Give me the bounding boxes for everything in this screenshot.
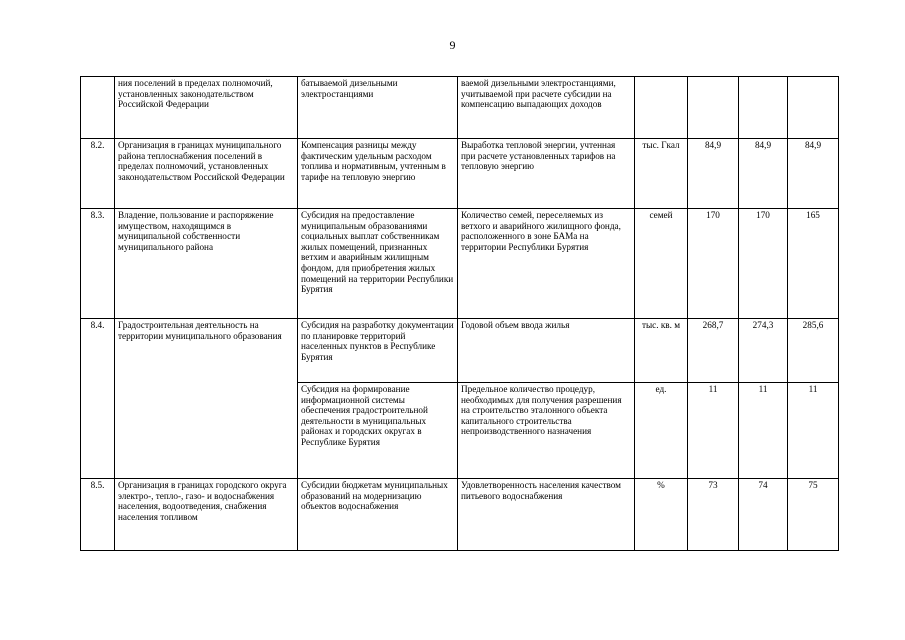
authority-cell: Градостроительная деятельность на территории муниципального образования <box>115 319 298 479</box>
table-row <box>81 139 839 209</box>
measure-cell: Компенсация разницы между фактическим удельным расходом топлива и нормативным, учтенным в тарифе на тепловую энергию <box>298 139 458 209</box>
value-cell: 74 <box>739 479 788 551</box>
value-cell <box>739 77 788 139</box>
page-number: 9 <box>449 38 456 52</box>
indicator-cell: Удовлетворенность населения качеством питьевого водоснабжения <box>458 479 635 551</box>
table-row <box>81 319 839 383</box>
value-cell: 165 <box>788 209 839 319</box>
measure-cell: Субсидия на разработку документации по планировке территорий населенных пунктов в Республике Бурятия <box>298 319 458 383</box>
value-cell: 274,3 <box>739 319 788 383</box>
measure-cell: батываемой дизельными электростанциями <box>298 77 458 139</box>
value-cell: 84,9 <box>688 139 739 209</box>
indicator-cell: Количество семей, переселяемых из ветхого и аварийного жилищного фонда, расположенного в зоне БАМа на территории Республики Бурятия <box>458 209 635 319</box>
value-cell <box>788 77 839 139</box>
unit-cell <box>635 77 688 139</box>
indicator-cell: Выработка тепловой энергии, учтенная при расчете установленных тарифов на тепловую энергию <box>458 139 635 209</box>
table-row <box>81 77 839 139</box>
value-cell: 170 <box>739 209 788 319</box>
value-cell <box>688 77 739 139</box>
value-cell: 170 <box>688 209 739 319</box>
table-row <box>81 479 839 551</box>
value-cell: 285,6 <box>788 319 839 383</box>
unit-cell: % <box>635 479 688 551</box>
subsidy-table <box>80 76 839 551</box>
value-cell: 84,9 <box>739 139 788 209</box>
authority-cell: ния поселений в пределах полномочий, установленных законодательством Российской Федерации <box>115 77 298 139</box>
row-number: 8.2. <box>81 139 115 209</box>
indicator-cell: Годовой объем ввода жилья <box>458 319 635 383</box>
measure-cell: Субсидия на предоставление муниципальным образованиями социальных выплат собственникам жилых помещений, признанных ветхим и аварийным жилищным фондом, для приобретения жилых помещений на территории Республики Бурятия <box>298 209 458 319</box>
authority-cell: Организация в границах муниципального района теплоснабжения поселений в пределах полномочий, установленных законодательством Российской Федерации <box>115 139 298 209</box>
row-number: 8.4. <box>81 319 115 479</box>
indicator-cell: ваемой дизельными электростанциями, учитываемой при расчете субсидии на компенсацию выпадающих доходов <box>458 77 635 139</box>
row-number: 8.5. <box>81 479 115 551</box>
value-cell: 11 <box>688 383 739 479</box>
unit-cell: семей <box>635 209 688 319</box>
value-cell: 84,9 <box>788 139 839 209</box>
value-cell: 73 <box>688 479 739 551</box>
row-number <box>81 77 115 139</box>
table-row <box>81 209 839 319</box>
unit-cell: тыс. Гкал <box>635 139 688 209</box>
unit-cell: ед. <box>635 383 688 479</box>
value-cell: 11 <box>788 383 839 479</box>
indicator-cell: Предельное количество процедур, необходимых для получения разрешения на строительство эталонного объекта капитального строительства непроизводственного назначения <box>458 383 635 479</box>
measure-cell: Субсидии бюджетам муниципальных образований на модернизацию объектов водоснабжения <box>298 479 458 551</box>
authority-cell: Владение, пользование и распоряжение имуществом, находящимся в муниципальной собственности муниципального района <box>115 209 298 319</box>
unit-cell: тыс. кв. м <box>635 319 688 383</box>
measure-cell: Субсидия на формирование информационной системы обеспечения градостроительной деятельности в муниципальных районах и городских округах в Республике Бурятия <box>298 383 458 479</box>
value-cell: 268,7 <box>688 319 739 383</box>
row-number: 8.3. <box>81 209 115 319</box>
value-cell: 75 <box>788 479 839 551</box>
value-cell: 11 <box>739 383 788 479</box>
authority-cell: Организация в границах городского округа электро-, тепло-, газо- и водоснабжения населения, водоотведения, снабжения населения топливом <box>115 479 298 551</box>
